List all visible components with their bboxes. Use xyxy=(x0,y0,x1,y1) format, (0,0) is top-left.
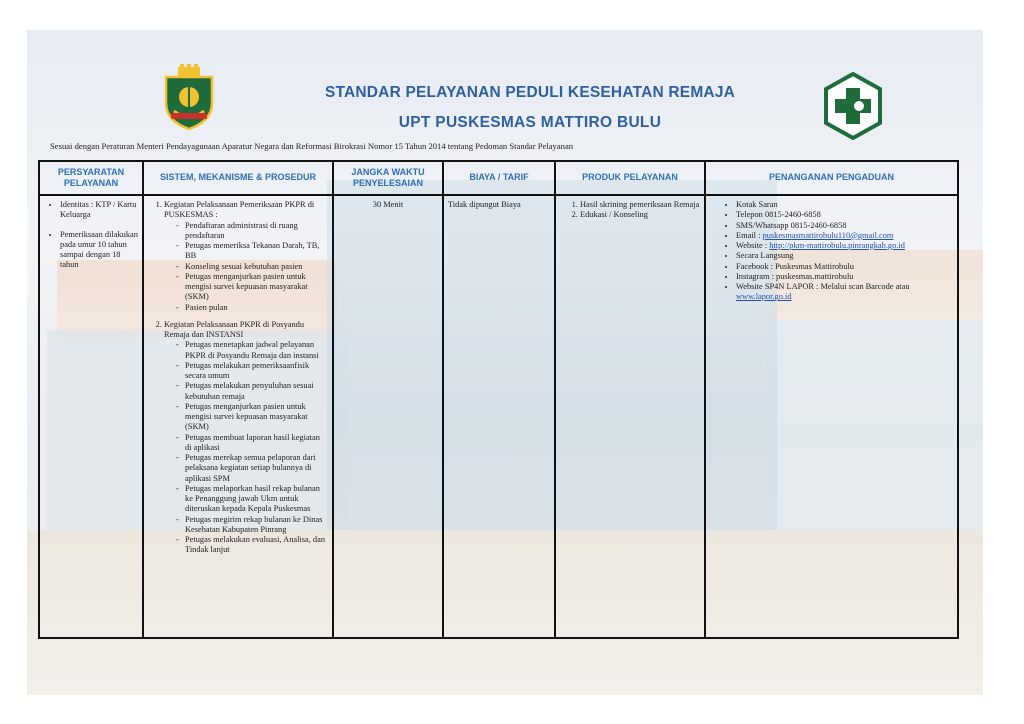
sistem-steps xyxy=(164,221,328,313)
table-row xyxy=(39,195,958,638)
lapor-link[interactable]: www.lapor.go.id xyxy=(736,292,792,302)
regency-crest-icon xyxy=(158,63,220,131)
page-subtitle: UPT PUSKESMAS MATTIRO BULU xyxy=(398,114,662,131)
list-item: - Konseling sesuai kebutuhan pasien xyxy=(176,262,328,272)
regulation-note: Sesuai dengan Peraturan Menteri Pendayagunaan Aparatur Negara dan Reformasi Birokrasi Nomor 15 Tahun 2014 tentang Pedoman Standar Pelayanan xyxy=(50,141,574,151)
list-item: • Pemeriksaan dilakukan pada umur 10 tahun sampai dengan 18 tahun xyxy=(60,230,138,271)
list-item: • Kotak Saran xyxy=(736,200,953,210)
list-item: - Petugas memeriksa Tekanan Darah, TB, BB xyxy=(176,241,328,262)
sistem-steps xyxy=(164,340,328,555)
list-item: 2. Edukasi / Konseling xyxy=(580,210,700,220)
list-item xyxy=(164,200,328,313)
column-header-sistem: SISTEM, MEKANISME & PROSEDUR xyxy=(143,161,333,195)
sistem-section-title: Kegiatan Pelaksanaan Pemeriksaan PKPR di PUSKESMAS : xyxy=(164,200,315,220)
list-item: • Secara Langsung xyxy=(736,251,953,261)
biaya-cell: Tidak dipungut Biaya xyxy=(443,195,555,638)
produk-list xyxy=(560,200,700,221)
pengaduan-list xyxy=(710,200,953,303)
list-item xyxy=(164,320,328,556)
email-link[interactable]: puskesmasmattirobulu110@gmail.com xyxy=(762,230,894,240)
list-item xyxy=(736,231,953,241)
list-item: - Petugas megirim rekap bulanan ke Dinas Kesehatan Kabupaten Pinrang xyxy=(176,515,328,536)
persyaratan-list xyxy=(44,200,138,271)
list-item: • Facebook : Puskesmas Mattirobulu xyxy=(736,262,953,272)
list-item: - Petugas melakukan penyuluhan sesuai kebutuhan remaja xyxy=(176,381,328,402)
column-header-persyaratan: PERSYARATAN PELAYANAN xyxy=(39,161,143,195)
list-item: 1. Hasil skrining pemeriksaan Remaja xyxy=(580,200,700,210)
produk-cell xyxy=(555,195,705,638)
list-item: - Petugas melakukan evaluasi, Analisa, dan Tindak lanjut xyxy=(176,535,328,556)
health-cross-icon xyxy=(822,72,884,140)
column-header-jangka-waktu: JANGKA WAKTU PENYELESAIAN xyxy=(333,161,443,195)
column-header-biaya: BIAYA / TARIF xyxy=(443,161,555,195)
column-header-produk: PRODUK PELAYANAN xyxy=(555,161,705,195)
list-item: - Pasien pulan xyxy=(176,303,328,313)
list-item: - Petugas menetapkan jadwal pelayanan PKPR di Posyandu Remaja dan instansi xyxy=(176,340,328,361)
list-item: - Petugas membuat laporan hasil kegiatan di aplikasi xyxy=(176,433,328,454)
sistem-list xyxy=(148,200,328,556)
list-item xyxy=(736,241,953,251)
sistem-cell xyxy=(143,195,333,638)
service-standard-table xyxy=(38,160,959,639)
website-label: Website : xyxy=(736,241,770,250)
list-item: - Pendaftaran administrasi di ruang pendaftaran xyxy=(176,221,328,242)
list-item: - Petugas merekap semua pelaporan dari pelaksana kegiatan setiap bulannya di aplikasi SPM xyxy=(176,453,328,484)
table-header-row xyxy=(39,161,958,195)
list-item xyxy=(736,282,953,303)
page-title: STANDAR PELAYANAN PEDULI KESEHATAN REMAJA xyxy=(324,84,736,101)
lapor-text: Website SP4N LAPOR : Melalui scan Barcode atau xyxy=(736,282,910,291)
pengaduan-cell xyxy=(705,195,958,638)
persyaratan-cell xyxy=(39,195,143,638)
list-item: - Petugas menganjurkan pasien untuk mengisi survei kepuasan masyarakat (SKM) xyxy=(176,402,328,433)
list-item: • Instagram : puskesmas.mattirobulu xyxy=(736,272,953,282)
list-item: - Petugas menganjurkan pasien untuk mengisi survei kepuasan masyarakat (SKM) xyxy=(176,272,328,303)
website-link[interactable]: http://pkm-mattirobulu.pinrangkab.go.id xyxy=(769,241,905,250)
email-label: Email : xyxy=(736,230,763,240)
list-item: • Telepon 0815-2460-6858 xyxy=(736,210,953,220)
list-item: • Identitas : KTP / Kartu Keluarga xyxy=(60,200,138,221)
list-item: • SMS/Whatsapp 0815-2460-6858 xyxy=(736,221,953,231)
sistem-section-title: Kegiatan Pelaksanaan PKPR di Posyandu Remaja dan INSTANSI xyxy=(164,319,305,339)
list-item: - Petugas melakukan pemeriksaanfisik secara umum xyxy=(176,361,328,382)
column-header-pengaduan: PENANGANAN PENGADUAN xyxy=(705,161,958,195)
jangka-waktu-cell: 30 Menit xyxy=(333,195,443,638)
list-item: - Petugas melaporkan hasil rekap bulanan ke Penanggung jawab Ukm untuk diteruskan kepada Kepala Puskesmas xyxy=(176,484,328,515)
